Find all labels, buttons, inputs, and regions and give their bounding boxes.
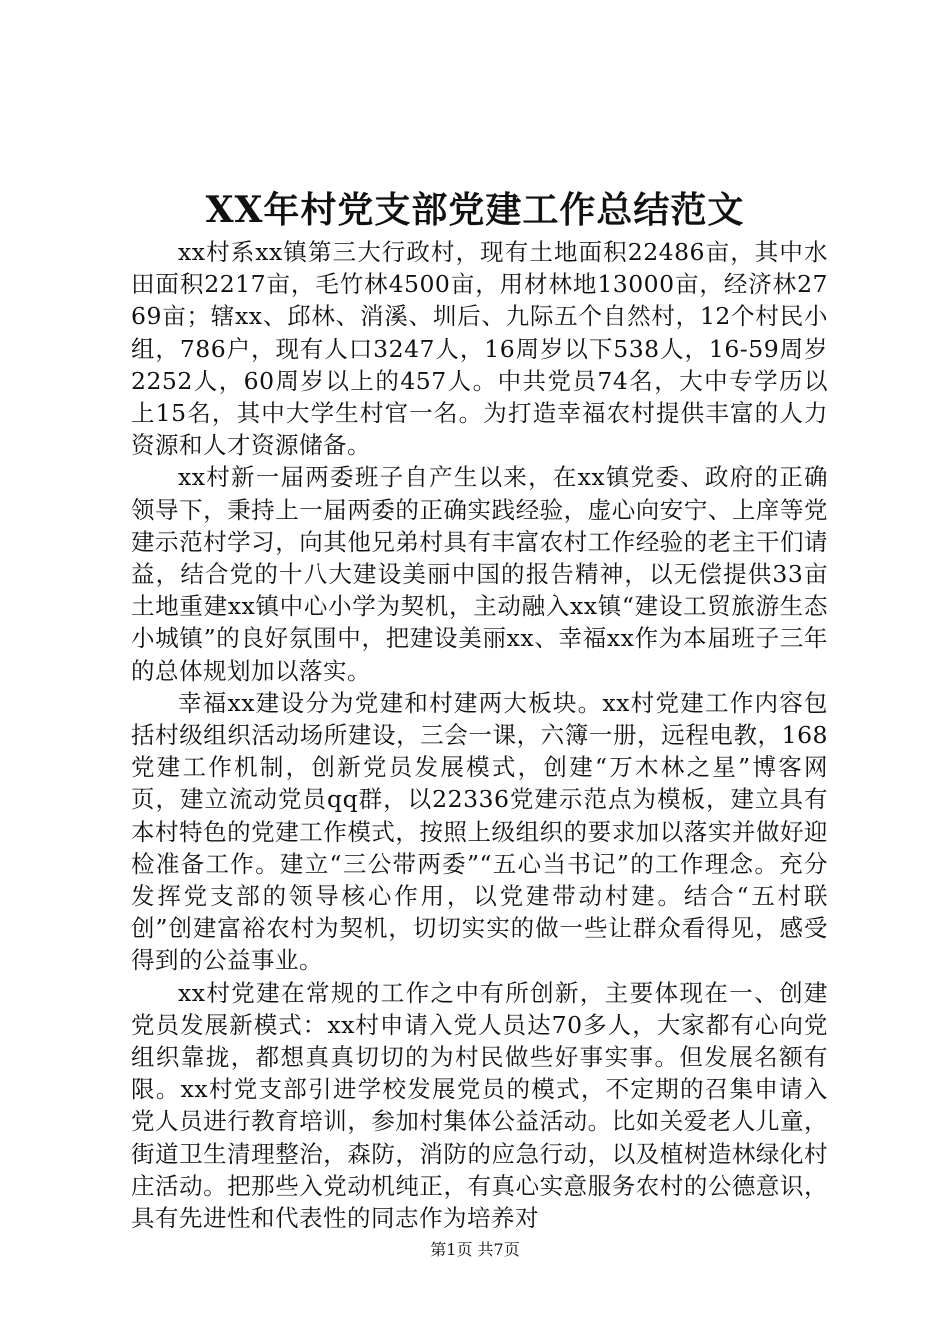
paragraph-innovation: xx村党建在常规的工作之中有所创新，主要体现在一、创建党员发展新模式：xx村申请入党人员达70多人，大家都有心向党组织靠拢，都想真真切切的为村民做些好事实事。但发展名额有限。xx村党支部引进学校发展党员的模式，不定期的召集申请入党人员进行教育培训，参加村集体公益活动。比如关爱老人儿童，街道卫生清理整治，森防，消防的应急行动，以及植树造林绿化村庄活动。把那些入党动机纯正，有真心实意服务农村的公德意识，具有先进性和代表性的同志作为培养对 bbox=[131, 978, 828, 1233]
document-title: XX年村党支部党建工作总结范文 bbox=[205, 189, 745, 231]
paragraph-committee-planning: xx村新一届两委班子自产生以来，在xx镇党委、政府的正确领导下，秉持上一届两委的正确实践经验，虚心向安宁、上庠等党建示范村学习，向其他兄弟村具有丰富农村工作经验的老主干们请益，结合党的十八大建设美丽中国的报告精神，以无偿提供33亩土地重建xx镇中心小学为契机，主动融入xx镇“建设工贸旅游生态小城镇”的良好氛围中，把建设美丽xx、幸福xx作为本届班子三年的总体规划加以落实。 bbox=[131, 463, 828, 685]
page-number-footer: 第1页 共7页 bbox=[430, 1240, 520, 1259]
paragraph-party-building-content: 幸福xx建设分为党建和村建两大板块。xx村党建工作内容包括村级组织活动场所建设，三会一课，六簿一册，远程电教，168党建工作机制，创新党员发展模式，创建“万木林之星”博客网页，建立流动党员qq群，以22336党建示范点为模板，建立具有本村特色的党建工作模式，按照上级组织的要求加以落实并做好迎检准备工作。建立“三公带两委”“五心当书记”的工作理念。充分发挥党支部的领导核心作用，以党建带动村建。结合“五村联创”创建富裕农村为契机，切切实实的做一些让群众看得见，感受得到的公益事业。 bbox=[131, 688, 828, 975]
document-body bbox=[131, 236, 828, 1234]
paragraph-village-overview: xx村系xx镇第三大行政村，现有土地面积22486亩，其中水田面积2217亩，毛竹林4500亩，用材林地13000亩，经济林2769亩；辖xx、邱林、消溪、圳后、九际五个自然村，12个村民小组，786户，现有人口3247人，16周岁以下538人，16-59周岁2252人，60周岁以上的457人。中共党员74名，大中专学历以上15名，其中大学生村官一名。为打造幸福农村提供丰富的人力资源和人才资源储备。 bbox=[131, 238, 828, 460]
